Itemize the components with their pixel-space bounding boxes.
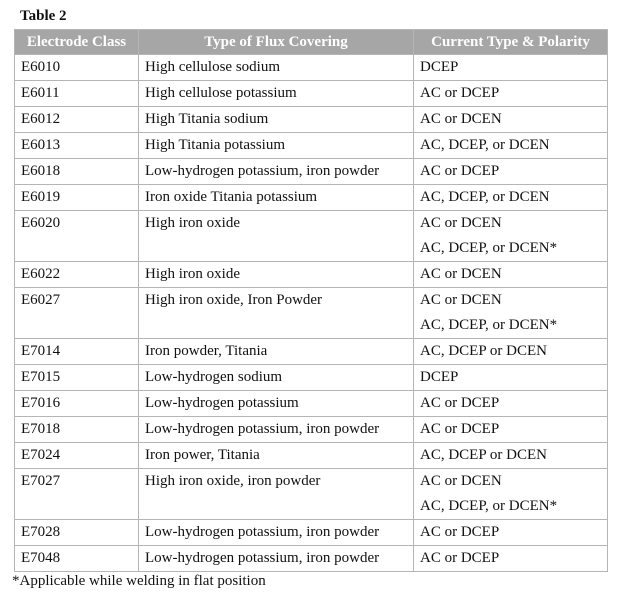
current-polarity-cell: [414, 211, 608, 262]
flux-covering-cell: Low-hydrogen potassium: [139, 391, 414, 417]
current-polarity-value: AC or DCEN: [420, 215, 502, 231]
current-polarity-value: AC or DCEN: [420, 266, 502, 282]
flux-covering-cell: Iron oxide Titania potassium: [139, 185, 414, 211]
electrode-class-cell: E7027: [15, 469, 139, 520]
current-polarity-cell: [414, 469, 608, 520]
flux-covering-cell: Iron powder, Titania: [139, 339, 414, 365]
electrode-class-cell: E7024: [15, 443, 139, 469]
table-caption: Table 2: [20, 8, 67, 24]
header-flux-covering: Type of Flux Covering: [139, 30, 414, 55]
table-header-row: [15, 30, 608, 55]
electrode-class-cell: E7028: [15, 520, 139, 546]
flux-covering-cell: High cellulose potassium: [139, 81, 414, 107]
current-polarity-value: AC or DCEN: [420, 292, 502, 308]
current-polarity-cell: [414, 288, 608, 339]
table-row: [15, 546, 608, 572]
electrode-class-cell: E6012: [15, 107, 139, 133]
electrode-class-cell: E7016: [15, 391, 139, 417]
current-polarity-cell: [414, 365, 608, 391]
flux-covering-cell: Low-hydrogen potassium, iron powder: [139, 546, 414, 572]
electrode-table: [14, 29, 608, 572]
current-polarity-cell: [414, 339, 608, 365]
flux-covering-cell: High iron oxide: [139, 211, 414, 262]
flux-covering-cell: High cellulose sodium: [139, 55, 414, 81]
flux-covering-cell: Iron power, Titania: [139, 443, 414, 469]
current-polarity-cell: [414, 159, 608, 185]
table-row: [15, 417, 608, 443]
table-row: [15, 443, 608, 469]
current-polarity-value: AC, DCEP, or DCEN*: [420, 317, 558, 333]
table-row: [15, 365, 608, 391]
flux-covering-cell: High iron oxide, iron powder: [139, 469, 414, 520]
current-polarity-cell: [414, 133, 608, 159]
electrode-class-cell: E6018: [15, 159, 139, 185]
electrode-class-cell: E7015: [15, 365, 139, 391]
electrode-class-cell: E7048: [15, 546, 139, 572]
flux-covering-cell: Low-hydrogen sodium: [139, 365, 414, 391]
current-polarity-value: DCEP: [420, 369, 459, 385]
table-row: [15, 469, 608, 520]
table-row: [15, 81, 608, 107]
electrode-class-cell: E6011: [15, 81, 139, 107]
table-row: [15, 520, 608, 546]
current-polarity-value: AC or DCEP: [420, 421, 500, 437]
flux-covering-cell: High iron oxide, Iron Powder: [139, 288, 414, 339]
header-electrode-class: Electrode Class: [15, 30, 139, 55]
flux-covering-cell: High Titania sodium: [139, 107, 414, 133]
current-polarity-value: AC or DCEP: [420, 163, 500, 179]
current-polarity-cell: [414, 55, 608, 81]
table-row: [15, 55, 608, 81]
electrode-class-cell: E6010: [15, 55, 139, 81]
electrode-class-cell: E6020: [15, 211, 139, 262]
table-row: [15, 133, 608, 159]
current-polarity-value: AC, DCEP, or DCEN: [420, 189, 550, 205]
current-polarity-value: AC or DCEP: [420, 524, 500, 540]
current-polarity-value: AC, DCEP, or DCEN*: [420, 240, 558, 256]
current-polarity-value: AC, DCEP or DCEN: [420, 343, 547, 359]
electrode-class-cell: E6019: [15, 185, 139, 211]
table-row: [15, 262, 608, 288]
current-polarity-cell: [414, 443, 608, 469]
current-polarity-cell: [414, 546, 608, 572]
current-polarity-value: AC, DCEP, or DCEN: [420, 137, 550, 153]
table-row: [15, 107, 608, 133]
current-polarity-value: AC or DCEN: [420, 111, 502, 127]
flux-covering-cell: High iron oxide: [139, 262, 414, 288]
table-row: [15, 211, 608, 262]
current-polarity-value: AC, DCEP, or DCEN*: [420, 498, 558, 514]
current-polarity-value: AC or DCEP: [420, 550, 500, 566]
electrode-class-cell: E6013: [15, 133, 139, 159]
current-polarity-cell: [414, 107, 608, 133]
current-polarity-cell: [414, 262, 608, 288]
current-polarity-cell: [414, 81, 608, 107]
electrode-class-cell: E6022: [15, 262, 139, 288]
electrode-class-cell: E7014: [15, 339, 139, 365]
table-row: [15, 288, 608, 339]
current-polarity-cell: [414, 520, 608, 546]
current-polarity-value: AC or DCEN: [420, 473, 502, 489]
electrode-class-cell: E7018: [15, 417, 139, 443]
current-polarity-value: AC, DCEP or DCEN: [420, 447, 547, 463]
electrode-class-cell: E6027: [15, 288, 139, 339]
table-row: [15, 339, 608, 365]
current-polarity-value: DCEP: [420, 59, 459, 75]
table-body: [15, 55, 608, 572]
flux-covering-cell: Low-hydrogen potassium, iron powder: [139, 159, 414, 185]
current-polarity-cell: [414, 185, 608, 211]
current-polarity-cell: [414, 417, 608, 443]
table-row: [15, 159, 608, 185]
footnote: *Applicable while welding in flat position: [12, 573, 266, 589]
flux-covering-cell: Low-hydrogen potassium, iron powder: [139, 417, 414, 443]
current-polarity-cell: [414, 391, 608, 417]
table-row: [15, 391, 608, 417]
flux-covering-cell: High Titania potassium: [139, 133, 414, 159]
table-row: [15, 185, 608, 211]
header-current-polarity: Current Type & Polarity: [414, 30, 608, 55]
current-polarity-value: AC or DCEP: [420, 85, 500, 101]
flux-covering-cell: Low-hydrogen potassium, iron powder: [139, 520, 414, 546]
current-polarity-value: AC or DCEP: [420, 395, 500, 411]
